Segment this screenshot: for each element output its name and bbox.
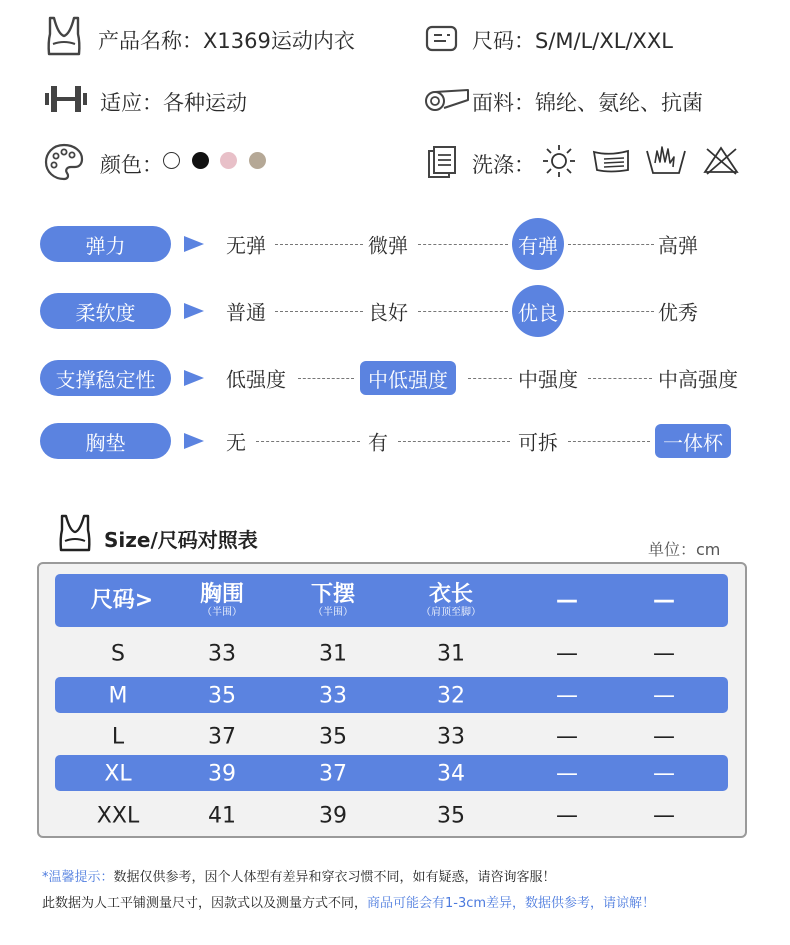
tip-line-1: *温馨提示：数据仅供参考，因个人体型有差异和穿衣习惯不同，如有疑惑，请咨询客服！	[42, 870, 556, 885]
table-cell: —	[556, 761, 578, 787]
arrow-icon	[184, 236, 204, 252]
level-option: 中强度	[518, 367, 578, 392]
attribute-label-pad: 胸垫	[40, 423, 171, 459]
level-option: 可拆	[518, 430, 558, 455]
selected-level: 一体杯	[655, 424, 731, 458]
table-cell: —	[653, 724, 675, 750]
table-cell: 37	[319, 761, 347, 787]
dashed-connector	[418, 311, 508, 312]
header-empty: —	[653, 588, 675, 613]
level-option: 低强度	[226, 367, 286, 392]
dashed-connector	[418, 244, 508, 245]
table-cell: S	[111, 641, 125, 667]
table-header	[55, 574, 728, 627]
table-cell: 41	[208, 803, 236, 829]
header-size: 尺码>	[90, 588, 154, 613]
header-hem: 下摆 （半围）	[310, 582, 356, 618]
header-empty: —	[556, 588, 578, 613]
level-option: 无	[226, 430, 246, 455]
size-range-text: 尺码：S/M/L/XL/XXL	[472, 29, 674, 53]
arrow-icon	[184, 370, 204, 386]
hand-wash-icon	[645, 143, 687, 175]
level-option: 中高强度	[658, 367, 738, 392]
wash-label: 洗涤：	[472, 153, 535, 177]
color-swatch-pink	[220, 152, 237, 169]
attribute-label-softness: 柔软度	[40, 293, 171, 329]
no-bleach-icon	[703, 145, 739, 175]
level-option: 普通	[226, 300, 266, 325]
row-highlight	[55, 755, 728, 791]
unit-label: 单位：cm	[648, 540, 721, 559]
tip-line-2: 此数据为人工平铺测量尺寸，因款式以及测量方式不同，商品可能会有1-3cm差异，数据供参考，请谅解！	[42, 896, 656, 911]
selected-level: 优良	[512, 285, 564, 337]
dashed-connector	[398, 441, 510, 442]
table-cell: —	[556, 641, 578, 667]
attribute-label-elasticity: 弹力	[40, 226, 171, 262]
dashed-connector	[298, 378, 354, 379]
dumbbell-icon	[44, 84, 88, 114]
level-option: 有	[368, 430, 388, 455]
table-cell: 31	[319, 641, 347, 667]
table-cell: 33	[437, 724, 465, 750]
palette-icon	[44, 143, 84, 181]
row-highlight	[55, 677, 728, 713]
table-cell: —	[556, 803, 578, 829]
table-cell: 31	[437, 641, 465, 667]
table-cell: 32	[437, 683, 465, 709]
level-option: 微弹	[368, 233, 408, 258]
sports-bra-icon	[44, 16, 84, 58]
dashed-connector	[275, 311, 363, 312]
color-label: 颜色：	[100, 153, 163, 177]
care-document-icon	[427, 145, 457, 179]
dashed-connector	[468, 378, 512, 379]
table-cell: 35	[208, 683, 236, 709]
sun-dry-icon	[541, 143, 577, 179]
dashed-connector	[568, 311, 654, 312]
color-swatch-white	[163, 152, 180, 169]
selected-level: 中低强度	[360, 361, 456, 395]
selected-level: 有弹	[512, 218, 564, 270]
table-cell: —	[653, 641, 675, 667]
level-option: 优秀	[658, 300, 698, 325]
size-chart-title: Size/尺码对照表	[104, 528, 258, 552]
attribute-label-support: 支撑稳定性	[40, 360, 171, 396]
table-cell: L	[111, 724, 125, 750]
fabric-roll-icon	[424, 86, 470, 114]
header-chest: 胸围 （半围）	[199, 582, 245, 618]
table-cell: 33	[208, 641, 236, 667]
table-cell: —	[556, 683, 578, 709]
arrow-icon	[184, 433, 204, 449]
table-cell: M	[108, 683, 128, 709]
sports-bra-icon	[57, 514, 93, 554]
table-cell: 35	[437, 803, 465, 829]
dashed-connector	[568, 244, 654, 245]
suitable-text: 适应：各种运动	[100, 91, 247, 115]
table-cell: —	[653, 683, 675, 709]
table-cell: 39	[208, 761, 236, 787]
level-option: 良好	[368, 300, 408, 325]
dashed-connector	[588, 378, 652, 379]
color-swatch-black	[192, 152, 209, 169]
table-cell: XXL	[96, 803, 140, 829]
table-cell: 34	[437, 761, 465, 787]
dashed-connector	[256, 441, 360, 442]
product-name-text: 产品名称：X1369运动内衣	[98, 29, 355, 53]
dashed-connector	[275, 244, 363, 245]
dashed-connector	[568, 441, 650, 442]
iron-icon	[592, 148, 630, 174]
fabric-text: 面料：锦纶、氨纶、抗菌	[472, 91, 703, 115]
level-option: 高弹	[658, 233, 698, 258]
table-cell: —	[653, 761, 675, 787]
table-cell: 37	[208, 724, 236, 750]
table-cell: 33	[319, 683, 347, 709]
table-cell: 35	[319, 724, 347, 750]
table-cell: —	[556, 724, 578, 750]
arrow-icon	[184, 303, 204, 319]
size-tag-icon	[425, 25, 459, 53]
level-option: 无弹	[226, 233, 266, 258]
table-cell: 39	[319, 803, 347, 829]
table-cell: XL	[104, 761, 132, 787]
color-swatch-khaki	[249, 152, 266, 169]
table-cell: —	[653, 803, 675, 829]
header-length: 衣长 （肩顶至脚）	[421, 582, 481, 618]
